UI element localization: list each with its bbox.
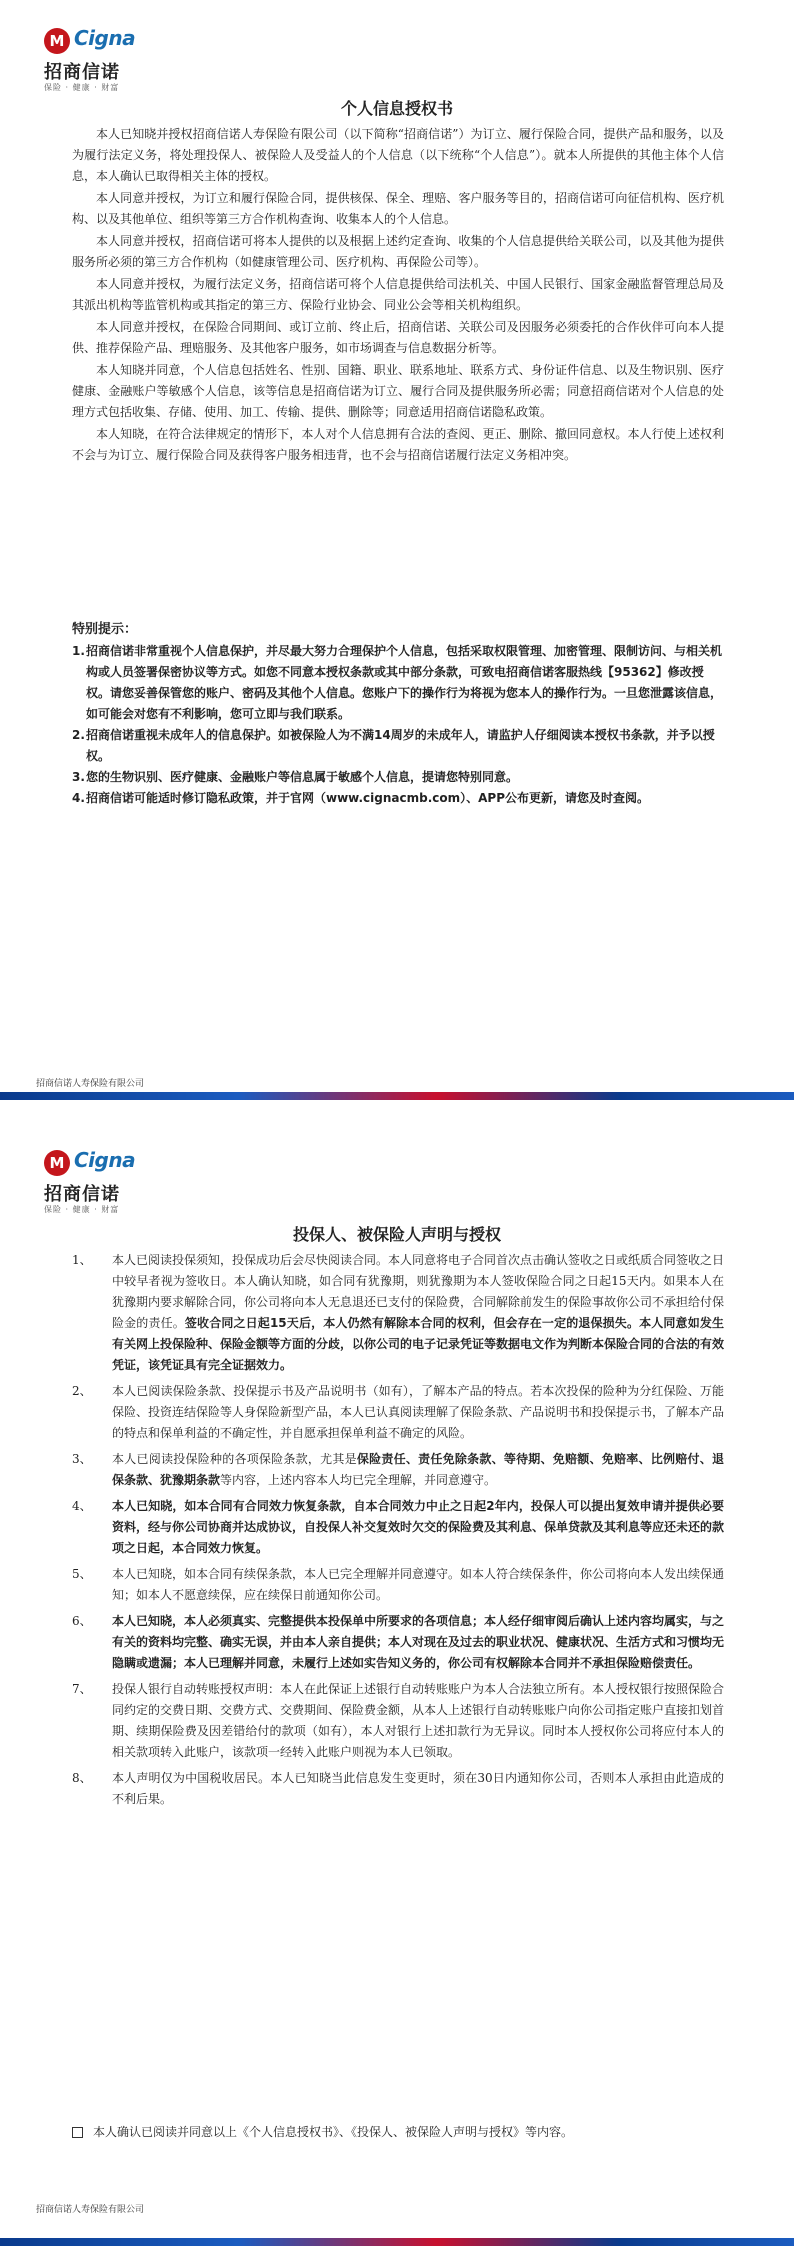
item-text: 投保人银行自动转账授权声明：本人在此保证上述银行自动转账账户为本人合法独立所有。本人授权银行按照保险合同约定的交费日期、交费方式、交费期间、保险费金额，从本人上述银行自动转账账户向你公司指定账户直接扣划首期、续期保险费及因差错给付的款项（如有），本人对银行上述扣款行为无异议。同时本人授权你公司将应付本人的相关款项转入此账户，该款项一经转入此账户则视为本人已领取。 xyxy=(112,1682,725,1759)
item-bold-text: 本人已知晓，如本合同有合同效力恢复条款，自本合同效力中止之日起2年内，投保人可以提出复效申请并提供必要资料，经与你公司协商并达成协议，自投保人补交复效时欠交的保险费及其利息、保单贷款及其利息等应还未还的款项之日起，本合同效力恢复。 xyxy=(112,1499,725,1555)
special-notice-list xyxy=(72,641,724,809)
authorization-body xyxy=(72,124,724,467)
item-number: 8、 xyxy=(72,1771,92,1785)
paragraph: 本人知晓并同意，个人信息包括姓名、性别、国籍、职业、联系地址、联系方式、身份证件信息、以及生物识别、医疗健康、金融账户等敏感个人信息，该等信息是招商信诺为订立、履行合同及提供服务所必需；同意招商信诺对个人信息的处理方式包括收集、存储、使用、加工、传输、提供、删除等；同意适用招商信诺隐私政策。 xyxy=(72,363,724,419)
logo-cn-text: 招商信诺 xyxy=(44,1184,120,1205)
list-item xyxy=(72,1679,724,1763)
list-item xyxy=(72,1381,724,1444)
list-item xyxy=(72,725,724,767)
page-authorization xyxy=(0,0,794,1100)
list-item xyxy=(72,1496,724,1559)
paragraph: 本人同意并授权，为订立和履行保险合同，提供核保、保全、理赔、客户服务等目的，招商信诺可向征信机构、医疗机构、以及其他单位、组织等第三方合作机构查询、收集本人的个人信息。 xyxy=(72,191,724,226)
item-number: 6、 xyxy=(72,1614,92,1628)
company-logo xyxy=(44,26,144,96)
item-number: 2、 xyxy=(72,1384,92,1398)
footer-stripe xyxy=(0,2238,794,2246)
item-text: 本人已阅读投保险种的各项保险条款，尤其是 xyxy=(112,1452,357,1466)
item-text: 招商信诺非常重视个人信息保护，并尽最大努力合理保护个人信息，包括采取权限管理、加密管理、限制访问、与相关机构或人员签署保密协议等方式。如您不同意本授权条款或其中部分条款，可致电招商信诺客服热线【95362】修改授权。请您妥善保管您的账户、密码及其他个人信息。您账户下的操作行为将视为您本人的操作行为。一旦您泄露该信息，如可能会对您有不利影响，您可立即与我们联系。 xyxy=(86,644,723,721)
special-notice-title: 特别提示： xyxy=(72,622,138,637)
list-item xyxy=(72,767,724,788)
footer-stripe xyxy=(0,1092,794,1100)
logo-cn-text: 招商信诺 xyxy=(44,62,120,83)
confirm-row xyxy=(72,2122,732,2142)
list-item xyxy=(72,1449,724,1491)
logo-mark-icon: M xyxy=(44,1150,70,1176)
page-title: 个人信息授权书 xyxy=(340,99,453,118)
logo-en-text: Cigna xyxy=(74,26,136,50)
paragraph: 本人知晓，在符合法律规定的情形下，本人对个人信息拥有合法的查阅、更正、删除、撤回同意权。本人行使上述权利不会与为订立、履行保险合同及获得客户服务相违背，也不会与招商信诺履行法定义务相冲突。 xyxy=(72,427,724,462)
item-number: 4. xyxy=(72,791,85,805)
logo-en-text: Cigna xyxy=(74,1148,136,1172)
page-title: 投保人、被保险人声明与授权 xyxy=(292,1225,501,1244)
page-footer: 招商信诺人寿保险有限公司 xyxy=(36,2205,145,2215)
item-bold-text: 签收合同之日起15天后，本人仍然有解除本合同的权利，但会存在一定的退保损失。本人同意如发生有关网上投保险种、保险金额等方面的分歧，以你公司的电子记录凭证等数据电文作为判断本保险合同的合法的有效凭证，该凭证具有完全证据效力。 xyxy=(112,1316,725,1372)
paragraph: 本人已知晓并授权招商信诺人寿保险有限公司（以下简称“招商信诺”）为订立、履行保险合同，提供产品和服务，以及为履行法定义务，将处理投保人、被保险人及受益人的个人信息（以下统称“个人信息”）。就本人所提供的其他主体个人信息，本人确认已取得相关主体的授权。 xyxy=(72,127,724,183)
item-text: 您的生物识别、医疗健康、金融账户等信息属于敏感个人信息，提请您特别同意。 xyxy=(86,770,519,784)
list-item xyxy=(72,1611,724,1674)
list-item xyxy=(72,1768,724,1810)
item-text: 本人已阅读投保须知，投保成功后会尽快阅读合同。本人同意将电子合同首次点击确认签收之日或纸质合同签收之日中较早者视为签收日。本人确认知晓，如合同有犹豫期，则犹豫期为本人签收保险合同之日起15天内。如果本人在犹豫期内要求解除合同，你公司将向本人无息退还已支付的保险费，合同解除前发生的保险事故你公司不承担给付保险金的责任。 xyxy=(112,1253,725,1330)
company-logo xyxy=(44,1148,144,1218)
item-number: 3、 xyxy=(72,1452,92,1466)
paragraph: 本人同意并授权，招商信诺可将本人提供的以及根据上述约定查询、收集的个人信息提供给关联公司，以及其他为提供服务所必须的第三方合作机构（如健康管理公司、医疗机构、再保险公司等）。 xyxy=(72,234,724,269)
item-bold-text: 本人已知晓，本人必须真实、完整提供本投保单中所要求的各项信息；本人经仔细审阅后确认上述内容均属实，与之有关的资料均完整、确实无误，并由本人亲自提供；本人对现在及过去的职业状况、健康状况、生活方式和习惯均无隐瞒或遗漏；本人已理解并同意，未履行上述如实告知义务的，你公司有权解除本合同并不承担保险赔偿责任。 xyxy=(112,1614,725,1670)
item-number: 1、 xyxy=(72,1253,92,1267)
item-text: 本人声明仅为中国税收居民。本人已知晓当此信息发生变更时，须在30日内通知你公司，否则本人承担由此造成的不利后果。 xyxy=(112,1771,724,1806)
declaration-list xyxy=(72,1250,724,1815)
item-number: 3. xyxy=(72,770,85,784)
list-item xyxy=(72,1564,724,1606)
item-text: 招商信诺重视未成年人的信息保护。如被保险人为不满14周岁的未成年人，请监护人仔细阅读本授权书条款，并予以授权。 xyxy=(86,728,715,763)
item-text: 本人已知晓，如本合同有续保条款，本人已完全理解并同意遵守。如本人符合续保条件，你公司将向本人发出续保通知；如本人不愿意续保，应在续保日前通知你公司。 xyxy=(112,1567,725,1602)
item-tail-text: 等内容，上述内容本人均已完全理解，并同意遵守。 xyxy=(220,1473,497,1487)
page-footer: 招商信诺人寿保险有限公司 xyxy=(36,1079,145,1089)
list-item xyxy=(72,1250,724,1376)
logo-mark-icon: M xyxy=(44,28,70,54)
paragraph: 本人同意并授权，为履行法定义务，招商信诺可将个人信息提供给司法机关、中国人民银行、国家金融监督管理总局及其派出机构等监管机构或其指定的第三方、保险行业协会、同业公会等相关机构组织。 xyxy=(72,277,724,312)
confirm-checkbox[interactable] xyxy=(72,2127,83,2138)
item-number: 5、 xyxy=(72,1567,92,1581)
logo-slogan: 保险 · 健康 · 财富 xyxy=(44,1205,120,1214)
list-item xyxy=(72,641,724,725)
paragraph: 本人同意并授权，在保险合同期间、或订立前、终止后，招商信诺、关联公司及因服务必须委托的合作伙伴可向本人提供、推荐保险产品、理赔服务、及其他客户服务，如市场调查与信息数据分析等。 xyxy=(72,320,724,355)
item-text: 招商信诺可能适时修订隐私政策，并于官网（www.cignacmb.com）、APP公布更新，请您及时查阅。 xyxy=(86,791,650,805)
item-number: 7、 xyxy=(72,1682,92,1696)
confirm-label: 本人确认已阅读并同意以上《个人信息授权书》、《投保人、被保险人声明与授权》等内容。 xyxy=(93,2125,574,2139)
logo-slogan: 保险 · 健康 · 财富 xyxy=(44,83,120,92)
page-declaration xyxy=(0,1122,794,2246)
item-bold-text: 保险责任、责任免除条款、等待期、免赔额、免赔率、比例赔付、退保条款、犹豫期条款 xyxy=(112,1452,724,1487)
item-number: 1. xyxy=(72,644,85,658)
item-number: 2. xyxy=(72,728,85,742)
list-item xyxy=(72,788,724,809)
item-text: 本人已阅读保险条款、投保提示书及产品说明书（如有），了解本产品的特点。若本次投保的险种为分红保险、万能保险、投资连结保险等人身保险新型产品，本人已认真阅读理解了保险条款、产品说明书和投保提示书，了解本产品的特点和保单利益的不确定性，并自愿承担保单利益不确定的风险。 xyxy=(112,1384,725,1440)
item-number: 4、 xyxy=(72,1499,92,1513)
